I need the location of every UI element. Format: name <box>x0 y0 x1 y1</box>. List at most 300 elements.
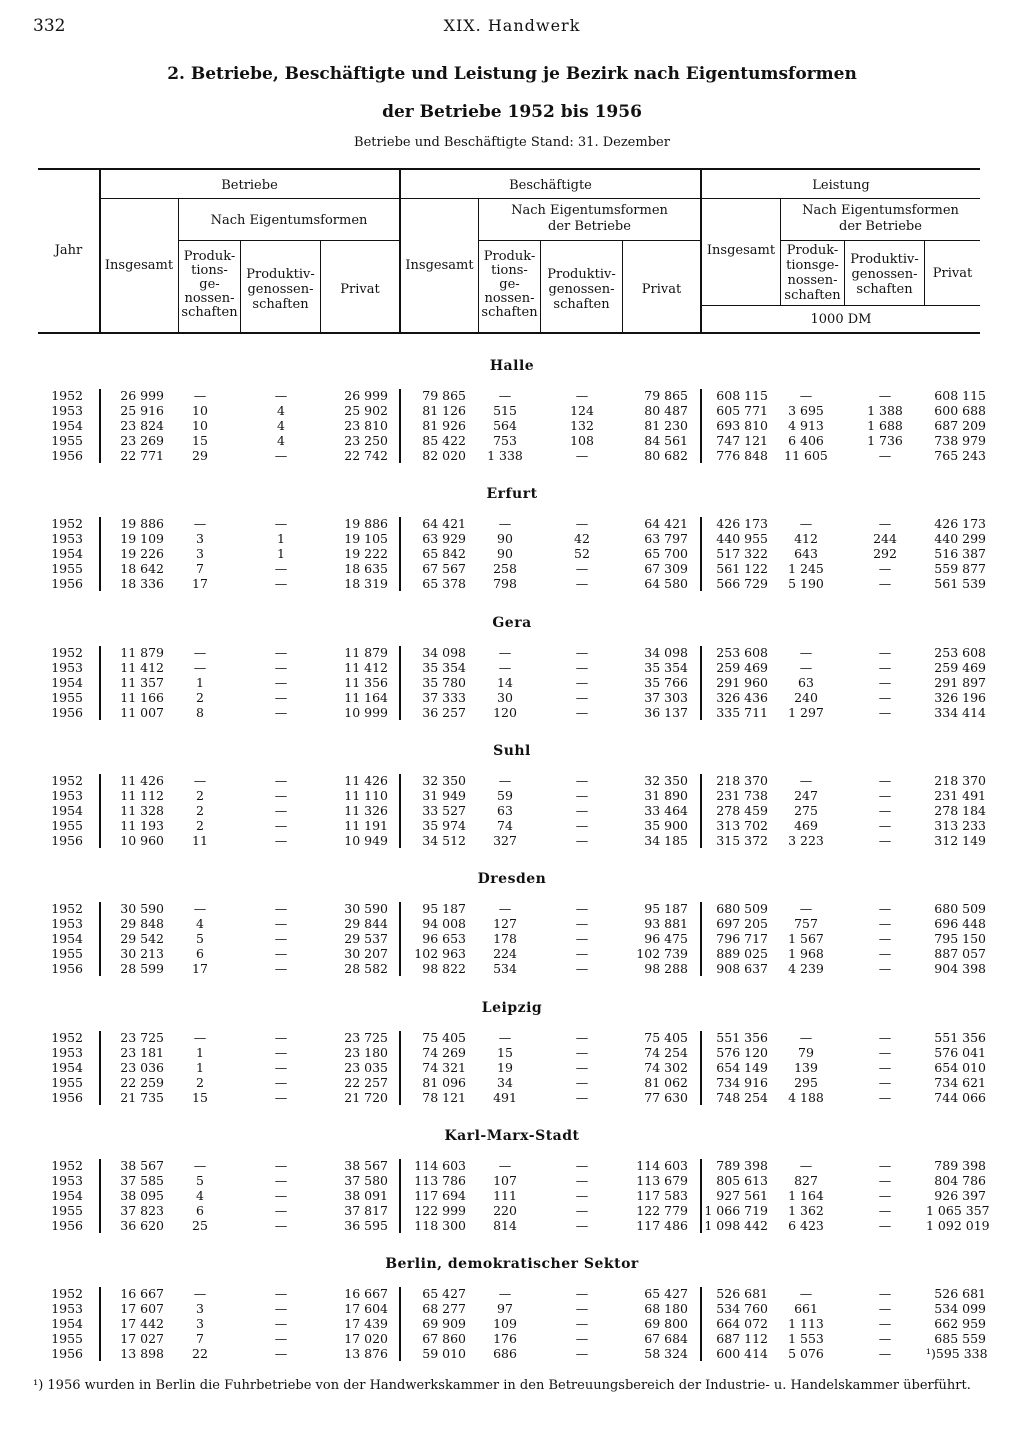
cell-beschaeftigte-pg: — <box>575 772 589 788</box>
cell-beschaeftigte-pgh: 107 <box>493 1172 517 1188</box>
cell-jahr: 1954 <box>51 1316 83 1332</box>
cell-leistung-insgesamt: 776 848 <box>716 448 768 463</box>
cell-leistung-privat: 887 057 <box>934 946 986 962</box>
col-header-line: der Betriebe <box>839 219 922 234</box>
cell-betriebe-pgh: — <box>193 1286 207 1302</box>
cell-leistung-insgesamt: 789 398 <box>716 1157 768 1173</box>
cell-leistung-insgesamt: 664 072 <box>716 1316 768 1332</box>
cell-beschaeftigte-pg: 124 <box>570 403 594 418</box>
cell-beschaeftigte-pg: — <box>575 516 589 532</box>
column-divider <box>700 389 702 463</box>
cell-leistung-pg: — <box>878 772 892 788</box>
cell-betriebe-pg: — <box>274 1331 288 1347</box>
cell-leistung-pgh: 4 913 <box>788 418 824 433</box>
cell-beschaeftigte-privat: 31 890 <box>644 787 688 803</box>
cell-leistung-pgh: 79 <box>798 1044 814 1060</box>
cell-leistung-pg: 244 <box>873 531 897 547</box>
cell-betriebe-pgh: — <box>193 1029 207 1045</box>
col-header-pgh-line: Produk- <box>483 249 536 264</box>
cell-beschaeftigte-privat: 67 309 <box>644 561 688 577</box>
cell-beschaeftigte-pgh: 686 <box>493 1346 517 1362</box>
cell-leistung-pg: — <box>878 802 892 818</box>
col-header-pg-line: genossen- <box>548 282 615 297</box>
cell-jahr: 1952 <box>51 388 83 403</box>
cell-betriebe-pg: — <box>274 516 288 532</box>
cell-leistung-privat: 259 469 <box>934 659 986 675</box>
cell-leistung-pgh: 295 <box>794 1074 818 1090</box>
col-header-line: Nach Eigentumsformen <box>511 203 668 218</box>
cell-jahr: 1956 <box>51 576 83 592</box>
cell-betriebe-privat: 11 412 <box>344 659 388 675</box>
cell-beschaeftigte-pg: — <box>575 1301 589 1317</box>
cell-beschaeftigte-pgh: 90 <box>497 546 513 562</box>
cell-beschaeftigte-pg: — <box>575 802 589 818</box>
cell-leistung-pgh: 1 362 <box>788 1202 824 1218</box>
col-header-pgh-line: tionsge- <box>786 258 839 273</box>
cell-betriebe-pgh: — <box>193 772 207 788</box>
cell-leistung-pgh: 6 423 <box>788 1217 824 1233</box>
cell-beschaeftigte-pgh: 534 <box>493 961 517 977</box>
bezirk-heading: Halle <box>489 358 535 374</box>
col-header-pgh-line: nossen- <box>484 291 535 306</box>
cell-leistung-insgesamt: 534 760 <box>716 1301 768 1317</box>
cell-leistung-privat: 326 196 <box>934 689 986 705</box>
cell-leistung-pg: — <box>878 516 892 532</box>
cell-beschaeftigte-privat: 102 739 <box>636 946 688 962</box>
cell-leistung-privat: 1 092 019 <box>926 1217 990 1233</box>
cell-betriebe-insgesamt: 37 823 <box>120 1202 164 1218</box>
cell-betriebe-pg: — <box>274 1059 288 1075</box>
cell-betriebe-pg: 1 <box>277 546 285 562</box>
cell-leistung-pgh: — <box>799 644 813 660</box>
bezirk-heading: Karl-Marx-Stadt <box>444 1127 580 1144</box>
cell-beschaeftigte-pgh: 753 <box>493 433 517 448</box>
col-header-jahr: Jahr <box>54 243 83 258</box>
cell-betriebe-pgh: 3 <box>196 546 204 562</box>
cell-betriebe-pgh: 2 <box>196 1074 204 1090</box>
cell-leistung-pgh: — <box>799 516 813 532</box>
cell-leistung-insgesamt: 517 322 <box>716 546 768 562</box>
running-head: XIX. Handwerk <box>443 16 581 35</box>
cell-leistung-privat: 313 233 <box>934 817 986 833</box>
cell-betriebe-pgh: — <box>193 644 207 660</box>
cell-betriebe-insgesamt: 11 412 <box>120 659 164 675</box>
cell-beschaeftigte-privat: 32 350 <box>644 772 688 788</box>
cell-beschaeftigte-privat: 93 881 <box>644 916 688 932</box>
cell-beschaeftigte-pg: — <box>575 1316 589 1332</box>
cell-betriebe-pg: — <box>274 1301 288 1317</box>
cell-betriebe-pgh: — <box>193 659 207 675</box>
cell-leistung-pgh: 1 297 <box>788 704 824 720</box>
cell-beschaeftigte-pgh: 59 <box>497 787 513 803</box>
cell-betriebe-pg: — <box>274 1286 288 1302</box>
cell-beschaeftigte-pgh: 111 <box>493 1187 517 1203</box>
cell-beschaeftigte-pgh: 814 <box>493 1217 517 1233</box>
cell-beschaeftigte-pg: — <box>575 561 589 577</box>
cell-beschaeftigte-insgesamt: 79 865 <box>422 388 466 403</box>
cell-jahr: 1956 <box>51 961 83 977</box>
cell-betriebe-pgh: 2 <box>196 787 204 803</box>
cell-beschaeftigte-pgh: 30 <box>497 689 513 705</box>
cell-beschaeftigte-pg: — <box>575 1331 589 1347</box>
cell-beschaeftigte-privat: 58 324 <box>644 1346 688 1362</box>
cell-betriebe-pg: — <box>274 772 288 788</box>
cell-beschaeftigte-insgesamt: 94 008 <box>422 916 466 932</box>
cell-betriebe-insgesamt: 29 848 <box>120 916 164 932</box>
cell-leistung-pgh: 4 188 <box>788 1089 824 1105</box>
cell-betriebe-pg: — <box>274 931 288 947</box>
column-divider <box>700 646 702 720</box>
cell-leistung-pgh: 661 <box>794 1301 818 1317</box>
cell-beschaeftigte-pg: — <box>575 931 589 947</box>
cell-betriebe-pgh: 25 <box>192 1217 208 1233</box>
cell-beschaeftigte-insgesamt: 117 694 <box>414 1187 466 1203</box>
cell-betriebe-pg: — <box>274 802 288 818</box>
cell-betriebe-insgesamt: 38 567 <box>120 1157 164 1173</box>
cell-leistung-privat: 608 115 <box>934 388 986 403</box>
col-header-pg-line: schaften <box>553 297 610 312</box>
cell-betriebe-pgh: 3 <box>196 531 204 547</box>
cell-beschaeftigte-pgh: 327 <box>493 832 517 848</box>
cell-leistung-pgh: 1 968 <box>788 946 824 962</box>
cell-beschaeftigte-insgesamt: 35 780 <box>422 674 466 690</box>
cell-leistung-pg: — <box>878 704 892 720</box>
cell-leistung-privat: 312 149 <box>934 832 986 848</box>
cell-beschaeftigte-pgh: — <box>498 388 512 403</box>
cell-leistung-pg: — <box>878 1044 892 1060</box>
cell-leistung-privat: 526 681 <box>934 1286 986 1302</box>
cell-leistung-pgh: 5 076 <box>788 1346 824 1362</box>
cell-leistung-privat: 685 559 <box>934 1331 986 1347</box>
cell-leistung-privat: 926 397 <box>934 1187 986 1203</box>
cell-beschaeftigte-pg: — <box>575 1059 589 1075</box>
cell-beschaeftigte-pgh: — <box>498 644 512 660</box>
cell-beschaeftigte-pg: — <box>575 1187 589 1203</box>
cell-betriebe-pgh: 29 <box>192 448 208 463</box>
cell-beschaeftigte-pgh: 176 <box>493 1331 517 1347</box>
cell-betriebe-insgesamt: 25 916 <box>120 403 164 418</box>
cell-beschaeftigte-insgesamt: 37 333 <box>422 689 466 705</box>
table-title-line1: 2. Betriebe, Beschäftigte und Leistung je Bezirk nach Eigentumsformen <box>167 64 857 84</box>
cell-leistung-pg: — <box>878 644 892 660</box>
cell-jahr: 1956 <box>51 1217 83 1233</box>
cell-betriebe-insgesamt: 19 226 <box>120 546 164 562</box>
column-divider <box>399 774 401 848</box>
cell-betriebe-insgesamt: 26 999 <box>120 388 164 403</box>
cell-leistung-pg: — <box>878 576 892 592</box>
cell-betriebe-pg: — <box>274 832 288 848</box>
cell-leistung-pgh: — <box>799 1286 813 1302</box>
cell-leistung-privat: 662 959 <box>934 1316 986 1332</box>
cell-beschaeftigte-privat: 65 427 <box>644 1286 688 1302</box>
column-divider <box>399 389 401 463</box>
cell-leistung-insgesamt: 231 738 <box>716 787 768 803</box>
cell-betriebe-insgesamt: 30 590 <box>120 901 164 917</box>
cell-beschaeftigte-insgesamt: 98 822 <box>422 961 466 977</box>
cell-beschaeftigte-insgesamt: 96 653 <box>422 931 466 947</box>
cell-betriebe-privat: 36 595 <box>344 1217 388 1233</box>
cell-betriebe-insgesamt: 23 181 <box>120 1044 164 1060</box>
cell-betriebe-insgesamt: 28 599 <box>120 961 164 977</box>
cell-beschaeftigte-privat: 114 603 <box>636 1157 688 1173</box>
cell-betriebe-pg: — <box>274 1157 288 1173</box>
cell-leistung-insgesamt: 680 509 <box>716 901 768 917</box>
cell-betriebe-privat: 11 426 <box>344 772 388 788</box>
cell-betriebe-pgh: 8 <box>196 704 204 720</box>
cell-beschaeftigte-insgesamt: 67 860 <box>422 1331 466 1347</box>
table-subtitle: Betriebe und Beschäftigte Stand: 31. Dezember <box>354 135 670 150</box>
cell-beschaeftigte-insgesamt: 82 020 <box>422 448 466 463</box>
cell-betriebe-insgesamt: 37 585 <box>120 1172 164 1188</box>
cell-leistung-pgh: 240 <box>794 689 818 705</box>
cell-leistung-insgesamt: 605 771 <box>716 403 768 418</box>
cell-beschaeftigte-pg: — <box>575 1157 589 1173</box>
cell-jahr: 1952 <box>51 644 83 660</box>
cell-leistung-pg: — <box>878 1187 892 1203</box>
cell-betriebe-pgh: 6 <box>196 946 204 962</box>
cell-beschaeftigte-pgh: 63 <box>497 802 513 818</box>
col-header-pg-line: Produktiv- <box>850 252 919 267</box>
cell-leistung-pg: — <box>878 689 892 705</box>
cell-beschaeftigte-pgh: 178 <box>493 931 517 947</box>
cell-jahr: 1953 <box>51 787 83 803</box>
cell-betriebe-insgesamt: 30 213 <box>120 946 164 962</box>
cell-betriebe-privat: 23 180 <box>344 1044 388 1060</box>
cell-jahr: 1954 <box>51 674 83 690</box>
cell-betriebe-insgesamt: 23 725 <box>120 1029 164 1045</box>
cell-leistung-insgesamt: 315 372 <box>716 832 768 848</box>
cell-leistung-privat: 738 979 <box>934 433 986 448</box>
cell-betriebe-privat: 21 720 <box>344 1089 388 1105</box>
cell-beschaeftigte-pg: — <box>575 1074 589 1090</box>
col-header-pgh-line: nossen- <box>787 273 838 288</box>
cell-leistung-privat: 1 065 357 <box>926 1202 990 1218</box>
cell-betriebe-privat: 18 635 <box>344 561 388 577</box>
cell-leistung-pg: — <box>878 448 892 463</box>
cell-leistung-pg: — <box>878 561 892 577</box>
cell-betriebe-pg: — <box>274 1316 288 1332</box>
cell-leistung-pgh: 3 695 <box>788 403 824 418</box>
cell-leistung-pgh: 1 245 <box>788 561 824 577</box>
col-header-pg-line: Produktiv- <box>246 267 315 282</box>
cell-leistung-privat: 278 184 <box>934 802 986 818</box>
cell-betriebe-pg: — <box>274 1074 288 1090</box>
cell-betriebe-privat: 38 091 <box>344 1187 388 1203</box>
cell-leistung-pgh: — <box>799 772 813 788</box>
cell-beschaeftigte-insgesamt: 74 321 <box>422 1059 466 1075</box>
cell-jahr: 1954 <box>51 1059 83 1075</box>
cell-betriebe-privat: 23 035 <box>344 1059 388 1075</box>
cell-beschaeftigte-insgesamt: 34 512 <box>422 832 466 848</box>
column-divider <box>700 1287 702 1361</box>
cell-beschaeftigte-privat: 80 682 <box>644 448 688 463</box>
cell-jahr: 1953 <box>51 1044 83 1060</box>
bezirk-heading: Berlin, demokratischer Sektor <box>385 1256 639 1273</box>
col-header-line: der Betriebe <box>548 219 631 234</box>
cell-betriebe-pg: — <box>274 817 288 833</box>
col-header-pgh-line: schaften <box>181 305 238 320</box>
cell-beschaeftigte-pgh: — <box>498 1286 512 1302</box>
cell-betriebe-privat: 38 567 <box>344 1157 388 1173</box>
cell-beschaeftigte-pg: — <box>575 817 589 833</box>
cell-betriebe-pgh: 1 <box>196 1044 204 1060</box>
cell-beschaeftigte-pg: 42 <box>574 531 590 547</box>
cell-leistung-privat: 734 621 <box>934 1074 986 1090</box>
cell-jahr: 1953 <box>51 531 83 547</box>
cell-beschaeftigte-insgesamt: 102 963 <box>414 946 466 962</box>
cell-beschaeftigte-pgh: 120 <box>493 704 517 720</box>
cell-jahr: 1954 <box>51 546 83 562</box>
cell-betriebe-pg: 1 <box>277 531 285 547</box>
cell-leistung-privat: ¹)595 338 <box>926 1346 988 1362</box>
cell-leistung-privat: 231 491 <box>934 787 986 803</box>
cell-leistung-privat: 795 150 <box>934 931 986 947</box>
cell-betriebe-insgesamt: 18 642 <box>120 561 164 577</box>
cell-leistung-pgh: — <box>799 659 813 675</box>
bezirk-heading: Leipzig <box>481 999 543 1016</box>
cell-jahr: 1956 <box>51 448 83 463</box>
cell-leistung-pg: — <box>878 931 892 947</box>
col-header-line: Nach Eigentumsformen <box>802 203 959 218</box>
cell-leistung-pg: — <box>878 961 892 977</box>
cell-betriebe-pg: — <box>274 1187 288 1203</box>
cell-betriebe-insgesamt: 10 960 <box>120 832 164 848</box>
cell-leistung-pg: — <box>878 388 892 403</box>
cell-betriebe-insgesamt: 11 426 <box>120 772 164 788</box>
cell-betriebe-insgesamt: 18 336 <box>120 576 164 592</box>
cell-leistung-pgh: 1 164 <box>788 1187 824 1203</box>
col-header-pgh-line: schaften <box>481 305 538 320</box>
cell-betriebe-privat: 17 604 <box>344 1301 388 1317</box>
cell-leistung-privat: 559 877 <box>934 561 986 577</box>
cell-leistung-pg: — <box>878 1029 892 1045</box>
cell-leistung-insgesamt: 748 254 <box>716 1089 768 1105</box>
cell-beschaeftigte-pg: 52 <box>574 546 590 562</box>
cell-beschaeftigte-insgesamt: 65 378 <box>422 576 466 592</box>
column-divider <box>700 774 702 848</box>
col-header-pg-line: genossen- <box>247 282 314 297</box>
column-divider <box>700 902 702 976</box>
cell-betriebe-privat: 30 207 <box>344 946 388 962</box>
cell-beschaeftigte-insgesamt: 122 999 <box>414 1202 466 1218</box>
cell-betriebe-insgesamt: 22 771 <box>120 448 164 463</box>
cell-beschaeftigte-insgesamt: 32 350 <box>422 772 466 788</box>
cell-betriebe-insgesamt: 17 442 <box>120 1316 164 1332</box>
cell-betriebe-pgh: 5 <box>196 1172 204 1188</box>
cell-beschaeftigte-pg: — <box>575 388 589 403</box>
col-header-pgh-line: tions- <box>191 263 228 278</box>
cell-beschaeftigte-privat: 117 486 <box>636 1217 688 1233</box>
cell-leistung-privat: 804 786 <box>934 1172 986 1188</box>
cell-jahr: 1953 <box>51 1172 83 1188</box>
cell-beschaeftigte-pgh: 127 <box>493 916 517 932</box>
cell-beschaeftigte-insgesamt: 68 277 <box>422 1301 466 1317</box>
column-divider <box>399 902 401 976</box>
cell-betriebe-insgesamt: 16 667 <box>120 1286 164 1302</box>
cell-beschaeftigte-insgesamt: 69 909 <box>422 1316 466 1332</box>
cell-beschaeftigte-privat: 77 630 <box>644 1089 688 1105</box>
cell-betriebe-privat: 11 110 <box>344 787 388 803</box>
cell-leistung-privat: 687 209 <box>934 418 986 433</box>
cell-leistung-insgesamt: 326 436 <box>716 689 768 705</box>
cell-beschaeftigte-privat: 35 354 <box>644 659 688 675</box>
cell-betriebe-pg: 4 <box>277 418 285 433</box>
col-header-pg-line: schaften <box>252 297 309 312</box>
cell-leistung-privat: 600 688 <box>934 403 986 418</box>
col-header-insgesamt: Insgesamt <box>706 243 776 258</box>
cell-beschaeftigte-insgesamt: 78 121 <box>422 1089 466 1105</box>
cell-leistung-insgesamt: 889 025 <box>716 946 768 962</box>
cell-jahr: 1956 <box>51 1089 83 1105</box>
cell-beschaeftigte-pg: — <box>575 1089 589 1105</box>
cell-beschaeftigte-pg: — <box>575 1202 589 1218</box>
cell-jahr: 1954 <box>51 802 83 818</box>
cell-beschaeftigte-privat: 34 098 <box>644 644 688 660</box>
cell-betriebe-privat: 22 742 <box>344 448 388 463</box>
cell-leistung-insgesamt: 253 608 <box>716 644 768 660</box>
cell-beschaeftigte-pgh: 1 338 <box>487 448 523 463</box>
cell-betriebe-pg: — <box>274 1089 288 1105</box>
cell-beschaeftigte-pgh: 491 <box>493 1089 517 1105</box>
cell-leistung-insgesamt: 927 561 <box>716 1187 768 1203</box>
cell-leistung-pgh: — <box>799 1157 813 1173</box>
cell-betriebe-insgesamt: 11 112 <box>120 787 164 803</box>
cell-leistung-insgesamt: 1 066 719 <box>704 1202 768 1218</box>
cell-leistung-pg: — <box>878 1157 892 1173</box>
col-header-pgh-line: ge- <box>499 277 520 292</box>
cell-betriebe-pg: — <box>274 659 288 675</box>
cell-beschaeftigte-privat: 65 700 <box>644 546 688 562</box>
cell-leistung-privat: 789 398 <box>934 1157 986 1173</box>
cell-betriebe-pgh: 3 <box>196 1316 204 1332</box>
cell-betriebe-privat: 11 164 <box>344 689 388 705</box>
cell-leistung-pg: — <box>878 817 892 833</box>
cell-leistung-insgesamt: 697 205 <box>716 916 768 932</box>
bezirk-heading: Suhl <box>493 742 531 759</box>
cell-betriebe-privat: 22 257 <box>344 1074 388 1090</box>
cell-leistung-insgesamt: 335 711 <box>716 704 768 720</box>
cell-leistung-pg: — <box>878 1316 892 1332</box>
cell-leistung-insgesamt: 687 112 <box>716 1331 768 1347</box>
cell-beschaeftigte-insgesamt: 65 842 <box>422 546 466 562</box>
cell-leistung-insgesamt: 654 149 <box>716 1059 768 1075</box>
cell-leistung-pg: 1 688 <box>867 418 903 433</box>
cell-leistung-pgh: 757 <box>794 916 818 932</box>
cell-beschaeftigte-pgh: 564 <box>493 418 517 433</box>
cell-beschaeftigte-privat: 35 900 <box>644 817 688 833</box>
column-divider <box>399 517 401 591</box>
cell-betriebe-pg: — <box>274 1202 288 1218</box>
cell-betriebe-pg: — <box>274 689 288 705</box>
cell-betriebe-pgh: 1 <box>196 1059 204 1075</box>
cell-beschaeftigte-pgh: — <box>498 772 512 788</box>
cell-beschaeftigte-pg: — <box>575 787 589 803</box>
cell-betriebe-pgh: — <box>193 388 207 403</box>
cell-beschaeftigte-pg: — <box>575 1217 589 1233</box>
cell-beschaeftigte-pgh: 15 <box>497 1044 513 1060</box>
cell-leistung-pgh: — <box>799 901 813 917</box>
cell-leistung-pgh: — <box>799 388 813 403</box>
cell-leistung-pg: — <box>878 901 892 917</box>
cell-beschaeftigte-pg: 132 <box>570 418 594 433</box>
cell-leistung-pg: — <box>878 1074 892 1090</box>
cell-leistung-privat: 218 370 <box>934 772 986 788</box>
cell-jahr: 1953 <box>51 1301 83 1317</box>
cell-beschaeftigte-insgesamt: 64 421 <box>422 516 466 532</box>
cell-jahr: 1953 <box>51 916 83 932</box>
cell-leistung-pgh: 6 406 <box>788 433 824 448</box>
cell-jahr: 1956 <box>51 832 83 848</box>
